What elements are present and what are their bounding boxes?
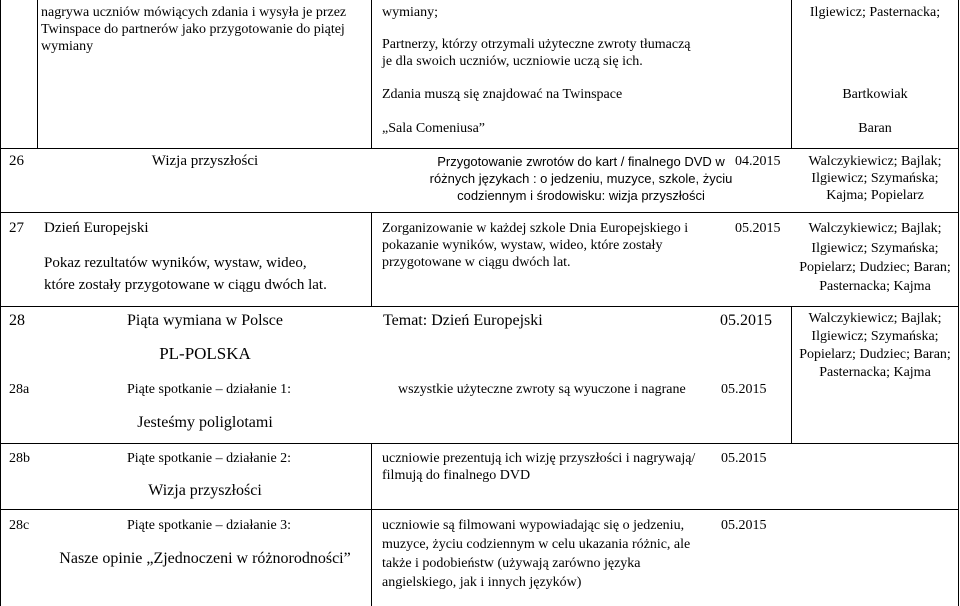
text-line: je dla swoich uczniów, uczniowie uczą się ich. [382,54,643,69]
date: 05.2015 [721,518,767,533]
people-line: Ilgiewicz; Pasternacka; [809,5,941,20]
column-divider-1 [371,0,372,148]
activity-title: Dzień Europejski [44,220,149,236]
description-line: różnych językach : o jedzeniu, muzyce, szkole, życiu [429,171,733,186]
activity-title: Jesteśmy poliglotami [137,414,273,431]
text-line: Twinspace do partnerów jako przygotowanie do piątej [41,22,345,37]
description-line: wszystkie użyteczne zwroty są wyuczone i nagrane [398,382,686,397]
subtitle-line: które zostały przygotowane w ciągu dwóch lat. [44,277,327,293]
people-line: Walczykiewicz; Bajlak; [808,154,942,169]
date: 05.2015 [735,221,781,236]
meeting-label: Piąte spotkanie – działanie 1: [127,382,292,397]
description-line: także i podobieństw (używają zarówno języka [382,556,641,571]
sala-comeniusa: „Sala Comeniusa” [382,121,486,136]
activity-title: Wizja przyszłości [151,153,259,169]
date: 04.2015 [735,154,781,169]
table-border-right [958,0,959,606]
date: 05.2015 [721,451,767,466]
people-line: Walczykiewicz; Bajlak; [808,221,942,236]
description-line: angielskiego, jak i innych języków) [382,575,582,590]
people-line: Ilgiewicz; Szymańska; [811,171,939,186]
activity-title: Nasze opinie „Zjednoczeni w różnorodności” [59,550,351,567]
activity-subtitle: PL-POLSKA [159,344,251,363]
description-line: przygotowane w ciągu dwóch lat. [382,255,571,270]
row-number: 26 [9,153,24,169]
description-line: Zorganizowanie w każdej szkole Dnia Europejskiego i [382,221,689,236]
activity-title: Wizja przyszłości [148,482,262,499]
people-line: Kajma; Popielarz [826,188,924,203]
column-divider-1 [371,443,372,606]
row-number: 27 [9,220,24,236]
people-line: Popielarz; Dudziec; Baran; [799,260,951,275]
people-line: Pasternacka; Kajma [819,279,931,294]
description-line: Przygotowanie zwrotów do kart / finalnego DVD w [437,154,725,169]
description-line: filmują do finalnego DVD [382,468,531,483]
meeting-label: Piąte spotkanie – działanie 2: [127,451,292,466]
text-line: Partnerzy, którzy otrzymali użyteczne zwroty tłumaczą [382,37,691,52]
twinspace-note: Zdania muszą się znajdować na Twinspace [382,87,623,102]
meeting-label: Piąte spotkanie – działanie 3: [127,518,292,533]
table-border-left [0,0,1,606]
description-line: codziennym i środowisku: wizja przyszłości [457,188,705,203]
row-number: 28c [9,518,30,533]
row-number: 28a [9,382,30,397]
text-line: wymiany; [382,5,438,20]
description-line: muzyce, życiu codziennym w celu ukazania różnic, ale [382,537,691,552]
description-line: uczniowie prezentują ich wizję przyszłości i nagrywają/ [382,451,696,466]
column-divider-1 [371,212,372,306]
row-divider [0,443,959,444]
num-column-divider [37,0,38,148]
subtitle-line: Pokaz rezultatów wyników, wystaw, wideo, [44,255,307,271]
row-divider [0,306,959,307]
people-line: Ilgiewicz; Szymańska; [811,329,939,344]
theme-title: Temat: Dzień Europejski [383,312,543,329]
activity-title: Piąta wymiana w Polsce [127,312,283,329]
people-line: Bartkowiak [842,87,908,102]
people-line: Walczykiewicz; Bajlak; [808,311,942,326]
description-line: pokazanie wyników, wystaw, wideo, które zostały [382,238,663,253]
description-line: uczniowie są filmowani wypowiadając się o jedzeniu, [382,518,685,533]
people-line: Ilgiewicz; Szymańska; [811,241,939,256]
row-number: 28 [9,312,25,329]
people-line: Pasternacka; Kajma [819,365,931,380]
date: 05.2015 [720,312,772,329]
text-line: nagrywa uczniów mówiących zdania i wysyła je przez [41,5,347,20]
people-line: Baran [858,121,892,136]
people-line: Popielarz; Dudziec; Baran; [799,347,951,362]
row-divider [0,148,959,149]
text-line: wymiany [41,39,94,54]
date: 05.2015 [721,382,767,397]
row-divider [0,212,959,213]
row-number: 28b [9,451,30,466]
row-divider [0,509,959,510]
